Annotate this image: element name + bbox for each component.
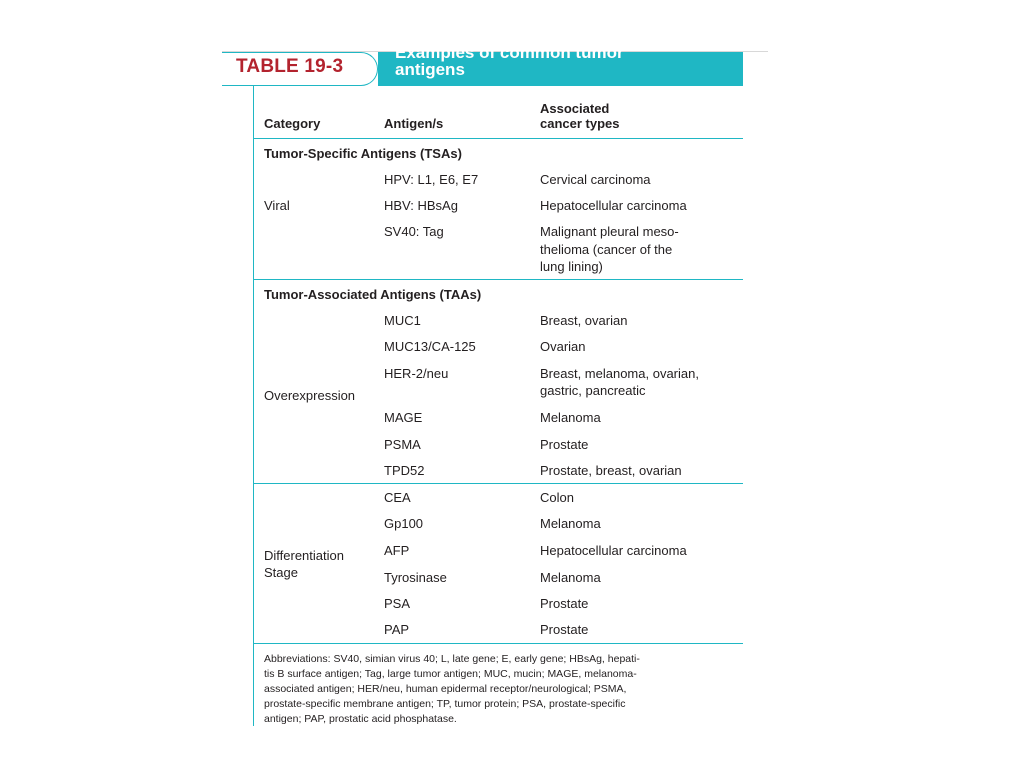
cancer-type-cell: Prostate [540, 437, 589, 452]
column-header-antigen: Antigen/s [384, 116, 444, 131]
cancer-type-cell: Melanoma [540, 570, 601, 585]
cancer-type-cell: Prostate [540, 596, 589, 611]
table-left-border [253, 86, 254, 726]
antigen-cell: PSA [384, 596, 411, 611]
section-heading: Tumor-Specific Antigens (TSAs) [264, 146, 462, 161]
cancer-type-cell: Prostate [540, 622, 589, 637]
table-number-tab [222, 52, 378, 86]
cancer-type-line: Breast, melanoma, ovarian, [540, 366, 699, 381]
abbreviations-line: tis B surface antigen; Tag, large tumor antigen; MUC, mucin; MAGE, melanoma- [264, 668, 637, 680]
antigen-cell: HER-2/neu [384, 366, 449, 381]
cancer-type-cell: Melanoma [540, 516, 601, 531]
cancer-type-cell: Ovarian [540, 339, 586, 354]
category-label: Viral [264, 198, 290, 213]
column-header-cancer-types-line: Associated [540, 101, 610, 116]
table-title-line: antigens [395, 60, 465, 79]
category-label: Overexpression [264, 388, 356, 403]
abbreviations-line: antigen; PAP, prostatic acid phosphatase. [264, 713, 457, 725]
antigen-cell: PSMA [384, 437, 421, 452]
abbreviations-line: prostate-specific membrane antigen; TP, tumor protein; PSA, prostate-specific [264, 698, 626, 710]
antigen-cell: AFP [384, 543, 410, 558]
cancer-type-cell: Cervical carcinoma [540, 172, 651, 187]
cancer-type-line: thelioma (cancer of the [540, 242, 673, 257]
abbreviations-note [264, 652, 734, 727]
antigen-cell: SV40: Tag [384, 224, 444, 239]
cancer-type-cell: Colon [540, 490, 574, 505]
section-rule [254, 279, 743, 280]
footer-rule [254, 643, 743, 644]
abbreviations-line: Abbreviations: SV40, simian virus 40; L, late gene; E, early gene; HBsAg, hepati- [264, 653, 640, 665]
antigen-cell: HBV: HBsAg [384, 198, 458, 213]
antigen-cell: Tyrosinase [384, 570, 447, 585]
category-label-line: Differentiation [264, 548, 344, 563]
table-number: TABLE 19-3 [236, 56, 344, 77]
table-title-line: Examples of common tumor [395, 43, 624, 62]
section-heading: Tumor-Associated Antigens (TAAs) [264, 287, 482, 302]
cancer-type-cell: Hepatocellular carcinoma [540, 543, 687, 558]
cancer-type-cell: Prostate, breast, ovarian [540, 463, 682, 478]
antigen-cell: MAGE [384, 410, 423, 425]
group-rule [254, 483, 743, 484]
antigen-cell: Gp100 [384, 516, 424, 531]
table-title [395, 44, 735, 78]
antigen-cell: MUC1 [384, 313, 421, 328]
cancer-type-cell: Breast, ovarian [540, 313, 628, 328]
antigen-cell: MUC13/CA-125 [384, 339, 476, 354]
category-label-line: Stage [264, 565, 298, 580]
antigen-cell: CEA [384, 490, 411, 505]
header-rule [254, 138, 743, 139]
antigen-cell: PAP [384, 622, 410, 637]
antigen-cell: TPD52 [384, 463, 425, 478]
cancer-type-line: lung lining) [540, 259, 603, 274]
cancer-type-cell: Melanoma [540, 410, 601, 425]
column-header-category: Category [264, 116, 321, 131]
column-header-cancer-types-line: cancer types [540, 116, 620, 131]
header-divider [222, 85, 254, 86]
cancer-type-line: gastric, pancreatic [540, 383, 646, 398]
antigen-cell: HPV: L1, E6, E7 [384, 172, 479, 187]
cancer-type-cell: Hepatocellular carcinoma [540, 198, 687, 213]
abbreviations-line: associated antigen; HER/neu, human epidermal receptor/neurological; PSMA, [264, 683, 627, 695]
cancer-type-line: Malignant pleural meso- [540, 224, 679, 239]
